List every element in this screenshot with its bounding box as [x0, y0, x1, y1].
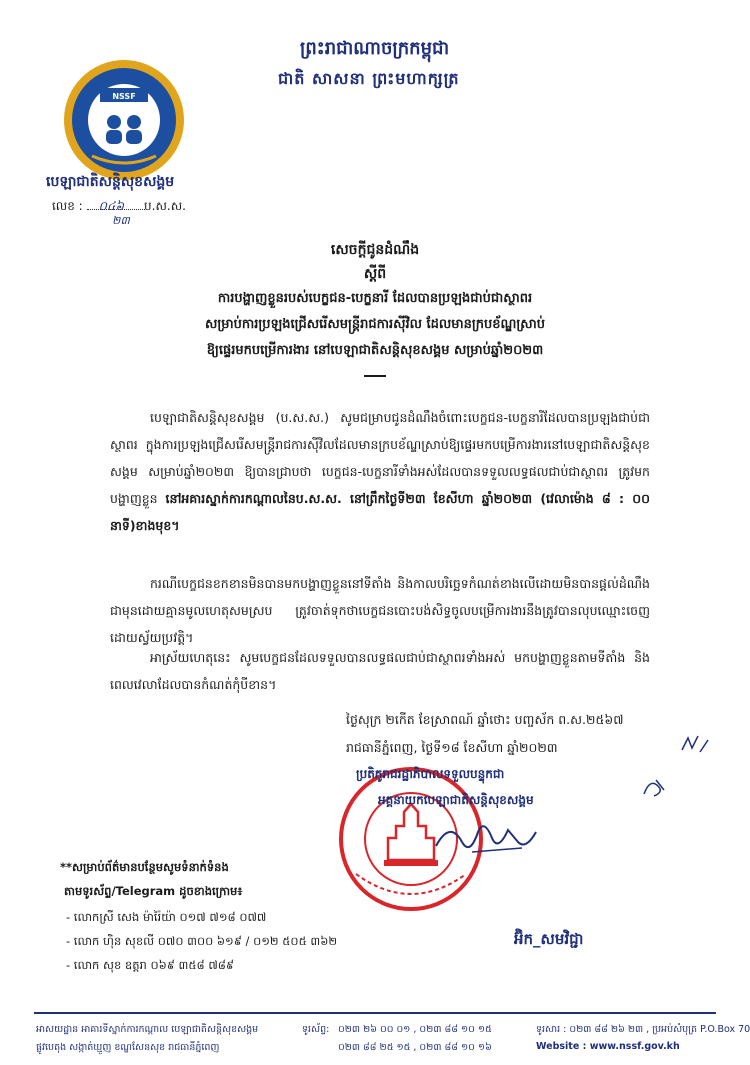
paragraph-1-text: បេឡាជាតិសន្តិសុខសង្គម (ប.ស.ស.) សូមជម្រាបជូនដំណឹងចំពោះបេក្ខជន-បេក្ខនារីដែលបានប្រឡងជាប់ជាស្ថាពរ ក្នុងការប្រឡងជ្រើសរើសមន្ត្រីរាជការស៊ីវិលដែលមានក្របខ័ណ្ឌស្រាប់ឱ្យផ្ទេរមកបម្រើការងារនៅបេឡាជាតិសន្តិសុខសង្គម សម្រាប់ឆ្នាំ២០២៣ ឱ្យបានជ្រាបថា បេក្ខជន-បេក្ខនារីទាំងអស់ដែលបានទទួលលទ្ធផលជាប់ជាស្ថាពរ ត្រូវមកបង្ហាញខ្លួន	[110, 410, 650, 506]
contact-item: - លោក សុខ ឧត្តរា ០៦៩ ៣៥៨ ៧៨៩	[66, 958, 235, 972]
footer-phone-line-2: ០២៣ ៨៨ ២៥ ១៥ , ០២៣ ៨៨ ១០ ១៦	[338, 1042, 492, 1053]
solar-date: រាជធានីភ្នំពេញ, ថ្ងៃទី១៨ ខែសីហា ឆ្នាំ២០២៣	[346, 740, 558, 755]
lunar-date: ថ្ងៃសុក្រ ២កើត ខែស្រាពណ៍ ឆ្នាំថោះ បញ្ចស័ក ព.ស.២៥៦៧	[346, 712, 624, 727]
footer-address-line-1: អាសយដ្ឋាន អាគារទីស្នាក់ការកណ្តាល បេឡាជាតិសន្តិសុខសង្គម	[36, 1024, 259, 1035]
footer-phone-label: ទូរស័ព្ទ:	[302, 1024, 330, 1035]
svg-text:NSSF: NSSF	[112, 92, 136, 101]
ref-label: លេខ :	[52, 199, 83, 213]
notice-subject-line-3: ឱ្យផ្ទេរមកបម្រើការងារ នៅបេឡាជាតិសន្តិសុខសង្គម សម្រាប់ឆ្នាំ២០២៣	[206, 343, 544, 358]
handwritten-signature	[432, 812, 542, 862]
title-divider-ornament	[364, 374, 386, 378]
ref-suffix: ប.ស.ស.	[144, 199, 186, 213]
signatory-title-line-2: អគ្គនាយកបេឡាជាតិសន្តិសុខសង្គម	[378, 793, 534, 807]
body-paragraph-2	[110, 570, 650, 651]
organization-name: បេឡាជាតិសន្តិសុខសង្គម	[46, 174, 175, 190]
kingdom-header: ព្រះរាជាណាចក្រកម្ពុជា	[300, 38, 450, 59]
notice-subject-line-2: សម្រាប់ការប្រឡងជ្រើសរើសមន្ត្រីរាជការស៊ីវិល ដែលមានក្របខ័ណ្ឌស្រាប់	[204, 317, 546, 332]
initials-mark	[640, 776, 668, 798]
signatory-title-line-1: ប្រតិភូរាជរដ្ឋាភិបាលទទួលបន្ទុកជា	[356, 767, 505, 781]
body-paragraph-3	[110, 644, 650, 698]
body-paragraph-1	[110, 404, 650, 539]
contact-item: - លោកស្រី សេង ម៉ារ៉ៃយ៉ា ០១៧ ៧១៨ ០៧៧	[66, 910, 267, 924]
nation-motto: ជាតិ សាសនា ព្រះមហាក្សត្រ	[278, 69, 460, 88]
signatory-name: អ៊ិក_សមវិជ្ជា	[514, 930, 584, 948]
notice-subject-line-1: ការបង្ហាញខ្លួនរបស់បេក្ខជន-បេក្ខនារី ដែលបានប្រឡងជាប់ជាស្ថាពរ	[217, 291, 533, 306]
paragraph-1-bold: នៅអគារស្នាក់ការកណ្តាលនៃប.ស.ស. នៅព្រឹកថ្ងៃទី២៣ ខែសីហា ឆ្នាំ២០២៣ (វេលាម៉ោង ៨ : ០០ នាទី)ខាងមុខ។	[110, 491, 650, 533]
contact-heading: **សម្រាប់ព័ត៌មានបន្ថែមសូមទំនាក់ទំនង	[60, 860, 229, 874]
footer-fax-pobox: ទូរសារ : ០២៣ ៨៨ ២៦ ២៣ , ប្រអប់សំបុត្រ P.O.Box 70	[536, 1024, 750, 1035]
ref-number: ០៤៦	[98, 199, 125, 213]
paragraph-3-text: អាស្រ័យហេតុនេះ សូមបេក្ខជនដែលទទួលបានលទ្ធផលជាប់ជាស្ថាពរទាំងអស់ មកបង្ហាញខ្លួនតាមទីតាំង និងពេលវេលាដែលបានកំណត់កុំបីខាន។	[110, 650, 650, 692]
notice-title: សេចក្តីជូនដំណឹង	[330, 242, 420, 258]
footer-divider	[34, 1012, 716, 1014]
contact-subheading: តាមទូរស័ព្ទ/Telegram ដូចខាងក្រោម៖	[64, 884, 243, 898]
footer-phone-line-1: ០២៣ ២៦ ០០ ០១ , ០២៣ ៨៨ ១០ ១៥	[338, 1024, 492, 1035]
notice-subject-label: ស្តីពី	[363, 266, 387, 282]
paragraph-2-text: ករណីបេក្ខជនខកខានមិនបានមកបង្ហាញខ្លួននៅទីតាំង និងកាលបរិច្ឆេទកំណត់ខាងលើដោយមិនបានផ្តល់ដំណឹងជាមុនដោយគ្មានមូលហេតុសមស្រប ត្រូវចាត់ទុកថាបេក្ខជនបោះបង់សិទ្ធចូលបម្រើការងារនឹងត្រូវបានលុបឈ្មោះចេញដោយស្វ័យប្រវត្តិ។	[110, 576, 650, 645]
contact-item: - លោក ហ៊ិន សុខលី ០៧០ ៣០០ ៦១៩ / ០១២ ៥០៥ ៣៦២	[66, 934, 338, 948]
date-initials-mark	[680, 734, 710, 754]
ref-year: ២៣	[112, 214, 130, 227]
footer-address-line-2: ផ្លូវបេតុង សង្កាត់ឃ្មួញ ខណ្ឌសែនសុខ រាជធានីភ្នំពេញ	[36, 1042, 220, 1053]
nssf-logo	[62, 58, 186, 182]
footer-website: Website : www.nssf.gov.kh	[536, 1041, 680, 1052]
